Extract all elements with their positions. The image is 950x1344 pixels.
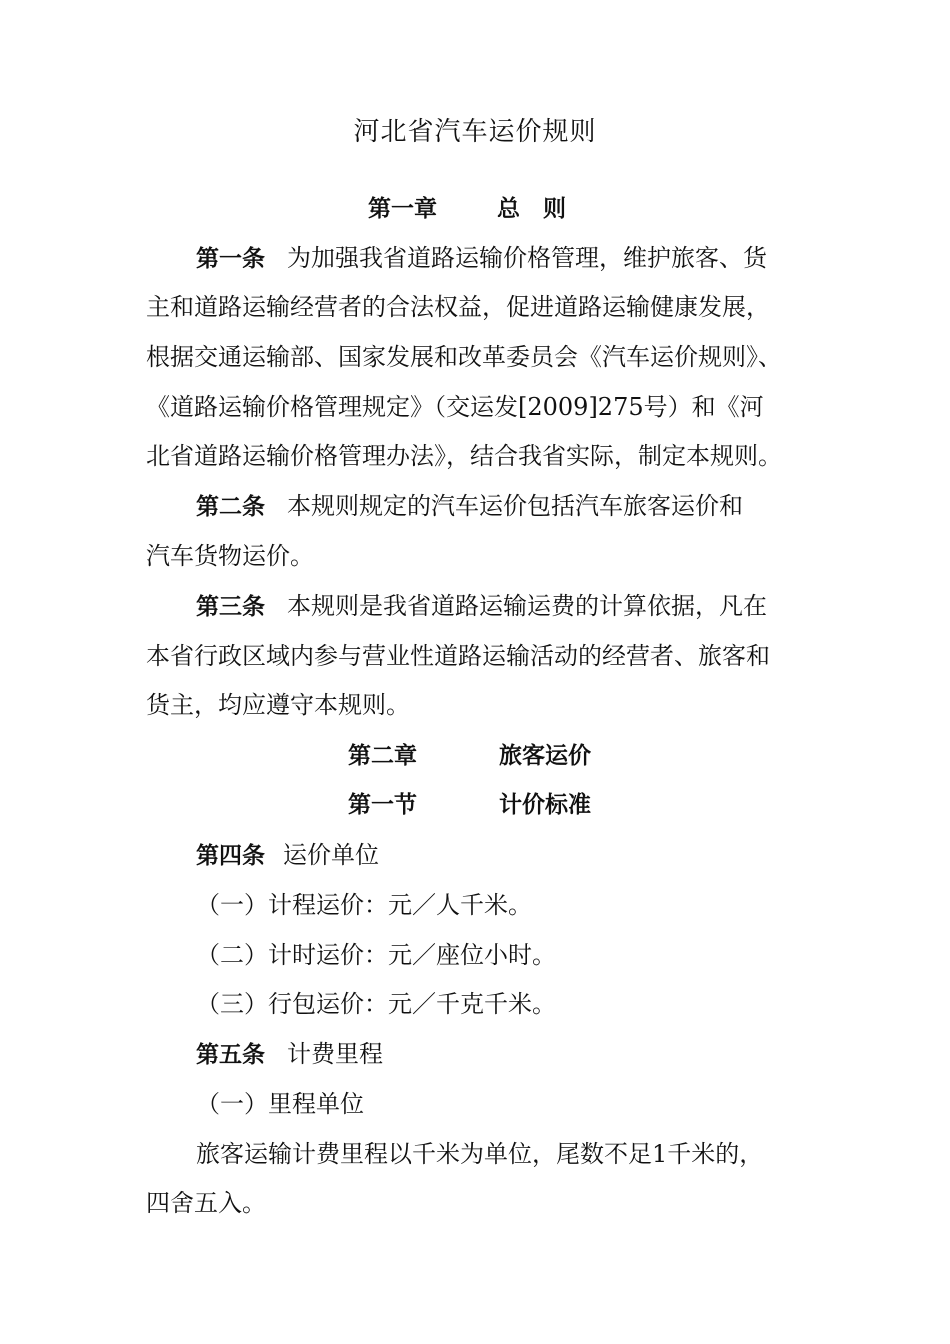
article-1-line-1 [196,243,767,274]
article-1-line-2: 主和道路运输经营者的合法权益，促进道路运输健康发展， [146,293,770,321]
chapter-1-number: 第一章 [368,196,437,222]
article-1-line-4: 《道路运输价格管理规定》（交运发[2009]275号）和《河 [146,393,764,421]
chapter-2-name: 旅客运价 [499,743,591,769]
article-2-label: 第二条 [196,494,265,520]
article-1-label: 第一条 [196,246,265,272]
chapter-2-heading [348,741,591,771]
article-4-line-1 [196,840,379,871]
article-2-line-1 [196,491,743,522]
article-5-para-line-2: 四舍五入。 [146,1189,266,1217]
article-4-label: 第四条 [196,843,265,869]
article-4-item-1: （一）计程运价：元／人千米。 [196,891,532,919]
document-title: 河北省汽车运价规则 [353,117,597,147]
article-3-text-1: 本规则是我省道路运输运费的计算依据，凡在 [287,592,767,620]
article-4-text: 运价单位 [283,841,379,869]
article-2-text-1: 本规则规定的汽车运价包括汽车旅客运价和 [287,492,743,520]
article-2-line-2: 汽车货物运价。 [146,542,314,570]
article-5-line-1 [196,1039,383,1070]
article-3-line-1 [196,591,767,622]
chapter-1-heading [368,194,566,224]
article-1-line-5: 北省道路运输价格管理办法》，结合我省实际，制定本规则。 [146,442,782,470]
chapter-2-number: 第二章 [348,743,417,769]
article-4-item-2: （二）计时运价：元／座位小时。 [196,941,556,969]
article-5-text: 计费里程 [287,1040,383,1068]
chapter-1-name: 总 则 [497,196,566,222]
article-5-para-line-1: 旅客运输计费里程以千米为单位，尾数不足1千米的， [196,1140,764,1168]
article-3-line-3: 货主，均应遵守本规则。 [146,691,410,719]
article-5-sub-1: （一）里程单位 [196,1090,364,1118]
article-1-line-3: 根据交通运输部、国家发展和改革委员会《汽车运价规则》、 [146,343,782,371]
section-1-name: 计价标准 [499,792,591,818]
article-3-line-2: 本省行政区域内参与营业性道路运输活动的经营者、旅客和 [146,642,770,670]
article-1-text-1: 为加强我省道路运输价格管理，维护旅客、货 [287,244,767,272]
article-5-label: 第五条 [196,1042,265,1068]
article-4-item-3: （三）行包运价：元／千克千米。 [196,990,556,1018]
section-1-number: 第一节 [348,792,417,818]
section-1-heading [348,790,591,820]
article-3-label: 第三条 [196,594,265,620]
